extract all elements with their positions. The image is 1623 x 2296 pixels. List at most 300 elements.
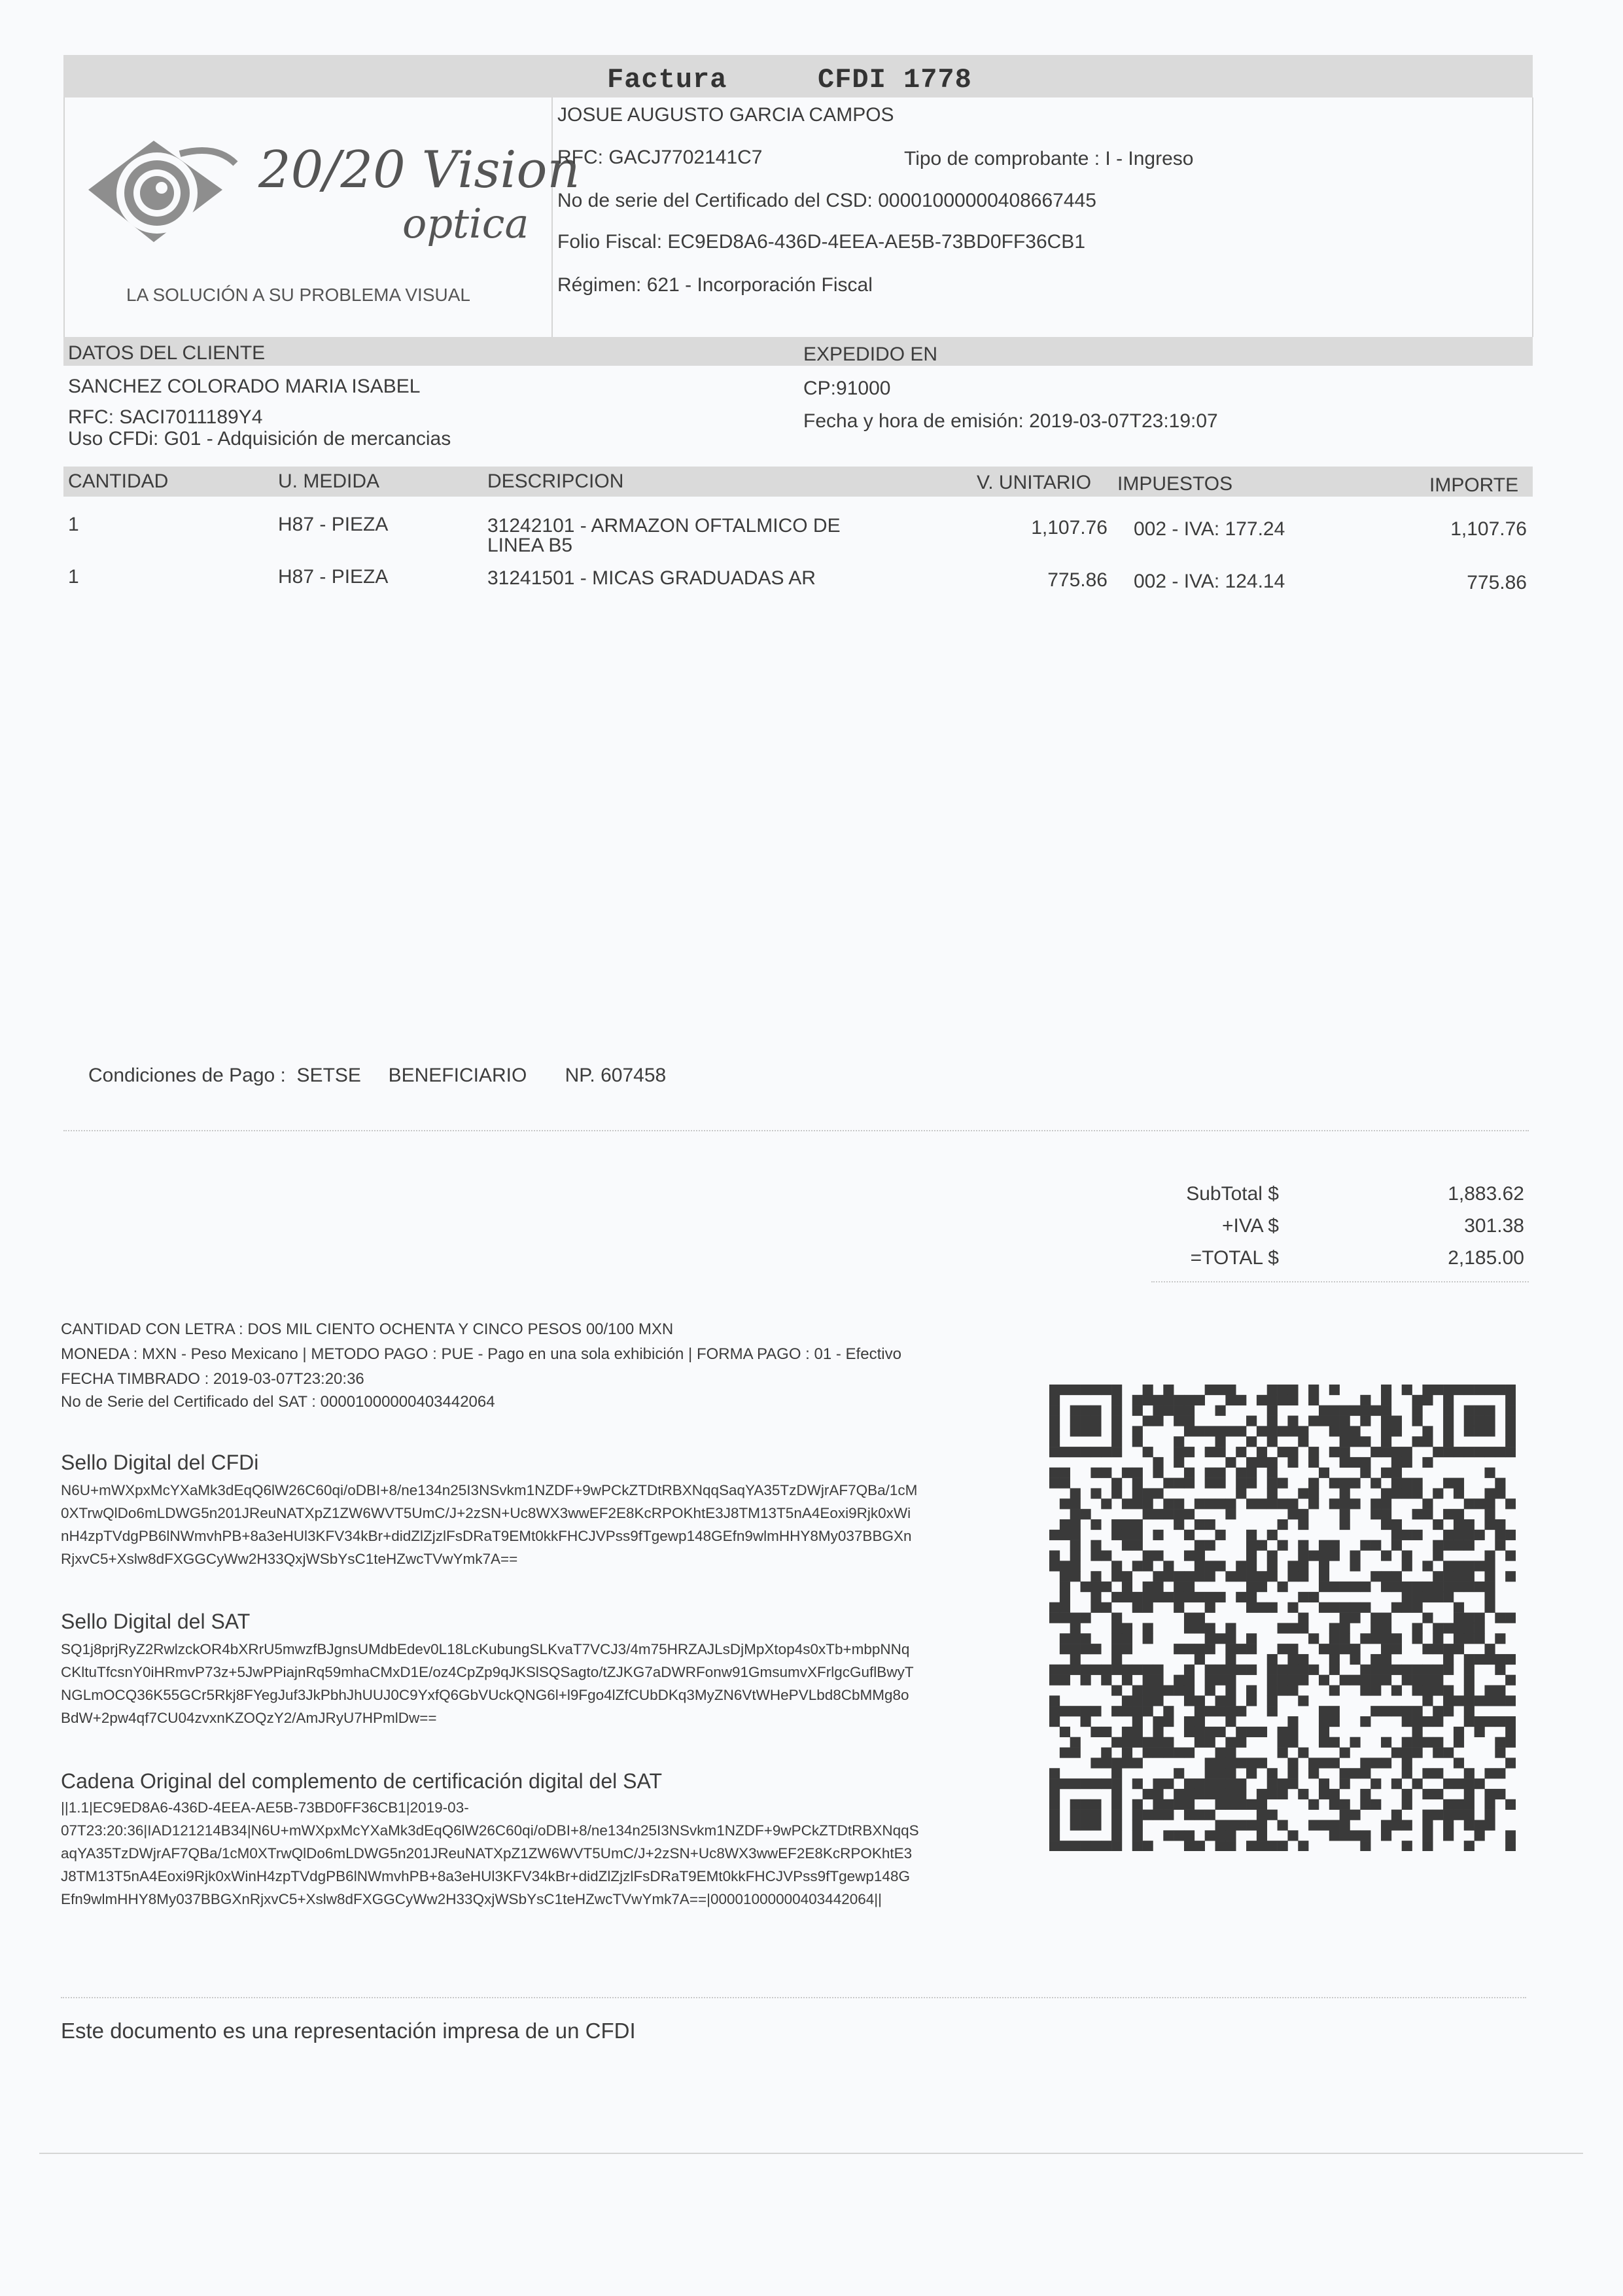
qr-module — [1443, 1405, 1454, 1416]
qr-module — [1091, 1519, 1101, 1530]
qr-module — [1060, 1665, 1070, 1675]
qr-module — [1267, 1778, 1278, 1789]
qr-module — [1132, 1426, 1143, 1436]
qr-module — [1153, 1665, 1163, 1675]
qr-module — [1464, 1685, 1475, 1695]
qr-module — [1215, 1468, 1226, 1478]
qr-module — [1081, 1613, 1091, 1623]
qr-module — [1174, 1457, 1184, 1468]
expedido-cp: CP:91000 — [803, 378, 891, 399]
qr-module — [1464, 1498, 1475, 1509]
qr-module — [1081, 1633, 1091, 1644]
qr-module — [1287, 1395, 1298, 1405]
qr-module — [1287, 1768, 1298, 1778]
qr-module — [1143, 1633, 1153, 1644]
qr-module — [1091, 1468, 1101, 1478]
qr-module — [1443, 1748, 1454, 1758]
qr-module — [1132, 1468, 1143, 1478]
qr-module — [1060, 1530, 1070, 1540]
col-descripcion: DESCRIPCION — [487, 470, 624, 492]
qr-module — [1122, 1592, 1132, 1602]
qr-module — [1163, 1830, 1174, 1841]
qr-module — [1381, 1654, 1391, 1665]
qr-module — [1370, 1571, 1381, 1581]
qr-module — [1443, 1644, 1454, 1654]
qr-module — [1475, 1385, 1485, 1395]
qr-module — [1422, 1695, 1433, 1706]
qr-module — [1381, 1571, 1391, 1581]
logo-brand-sub: optica — [402, 200, 529, 247]
qr-module — [1391, 1810, 1402, 1820]
qr-module — [1267, 1530, 1278, 1540]
qr-module — [1205, 1727, 1215, 1737]
header-left-border — [63, 97, 65, 337]
qr-module — [1495, 1654, 1505, 1665]
qr-module — [1422, 1841, 1433, 1851]
header-divider — [551, 97, 553, 337]
qr-module — [1257, 1498, 1267, 1509]
qr-module — [1484, 1426, 1495, 1436]
qr-module — [1153, 1581, 1163, 1592]
qr-module — [1464, 1665, 1475, 1675]
qr-module — [1454, 1571, 1464, 1581]
qr-module — [1350, 1675, 1360, 1686]
qr-module — [1091, 1405, 1101, 1416]
qr-module — [1153, 1457, 1163, 1468]
qr-module — [1225, 1789, 1236, 1799]
qr-module — [1370, 1665, 1381, 1675]
qr-module — [1278, 1385, 1288, 1395]
qr-module — [1143, 1737, 1153, 1748]
qr-module — [1143, 1551, 1153, 1561]
qr-module — [1484, 1509, 1495, 1519]
qr-module — [1381, 1665, 1391, 1675]
qr-module — [1329, 1447, 1340, 1457]
qr-module — [1153, 1748, 1163, 1758]
qr-module — [1433, 1748, 1443, 1758]
divider-line — [63, 1130, 1529, 1131]
qr-module — [1443, 1426, 1454, 1436]
qr-module — [1443, 1416, 1454, 1426]
qr-module — [1257, 1602, 1267, 1613]
qr-module — [1370, 1778, 1381, 1789]
qr-module — [1246, 1468, 1257, 1478]
qr-module — [1225, 1748, 1236, 1758]
qr-module — [1225, 1820, 1236, 1830]
qr-module — [1267, 1395, 1278, 1405]
qr-module — [1454, 1737, 1464, 1748]
qr-module — [1350, 1498, 1360, 1509]
qr-module — [1122, 1757, 1132, 1768]
qr-module — [1174, 1478, 1184, 1489]
qr-module — [1350, 1581, 1360, 1592]
qr-module — [1340, 1478, 1350, 1489]
qr-module — [1360, 1633, 1370, 1644]
client-header: DATOS DEL CLIENTE — [68, 342, 266, 364]
qr-module — [1298, 1623, 1308, 1633]
qr-module — [1475, 1623, 1485, 1633]
qr-module — [1402, 1592, 1412, 1602]
qr-module — [1391, 1416, 1402, 1426]
qr-module — [1101, 1447, 1111, 1457]
col-unidad: U. MEDIDA — [278, 470, 380, 492]
qr-module — [1422, 1685, 1433, 1695]
qr-module — [1091, 1602, 1101, 1613]
qr-module — [1505, 1385, 1516, 1395]
qr-module — [1070, 1426, 1081, 1436]
sello-sat-line: CKltuTfcsnY0iHRmvP73z+5JwPPiajnRq59mhaCMxD1E/oz4CpZp9qJKSlSQSagto/tZJKG7aDWRFonw91GmsumvXFrlgcGuflBwyT — [61, 1664, 914, 1680]
qr-module — [1111, 1737, 1122, 1748]
title-band — [63, 55, 1533, 97]
qr-module — [1464, 1768, 1475, 1778]
qr-module — [1287, 1685, 1298, 1695]
qr-module — [1257, 1789, 1267, 1799]
qr-module — [1329, 1602, 1340, 1613]
qr-module — [1236, 1799, 1246, 1810]
emission-date: Fecha y hora de emisión: 2019-03-07T23:19:07 — [803, 410, 1218, 432]
qr-module — [1081, 1841, 1091, 1851]
qr-module — [1391, 1633, 1402, 1644]
qr-module — [1111, 1799, 1122, 1810]
qr-module — [1287, 1665, 1298, 1675]
qr-module — [1205, 1778, 1215, 1789]
sello-cfdi-line: RjxvC5+Xslw8dFXGGCyWw2H33QxjWSbYsC1teHZwcTVwYmk7A== — [61, 1551, 518, 1567]
qr-module — [1422, 1768, 1433, 1778]
qr-module — [1060, 1602, 1070, 1613]
qr-module — [1049, 1820, 1060, 1830]
invoice-title: Factura — [607, 64, 727, 96]
qr-module — [1049, 1561, 1060, 1571]
qr-module — [1402, 1841, 1412, 1851]
item-importe: 775.86 — [1467, 572, 1527, 593]
qr-module — [1111, 1757, 1122, 1768]
qr-module — [1298, 1509, 1308, 1519]
sello-sat-line: SQ1j8prjRyZ2RwlzckOR4bXRrU5mwzfBJgnsUMdbEdev0L18LcKubungSLKvaT7VCJ3/4m75HRZAJLsDjMpXtop4s0xTb+mbpNNq — [61, 1641, 910, 1657]
qr-module — [1464, 1633, 1475, 1644]
qr-module — [1433, 1488, 1443, 1498]
qr-module — [1381, 1498, 1391, 1509]
qr-module — [1391, 1530, 1402, 1540]
qr-module — [1236, 1561, 1246, 1571]
qr-module — [1370, 1447, 1381, 1457]
qr-module — [1081, 1581, 1091, 1592]
qr-module — [1412, 1488, 1423, 1498]
qr-module — [1143, 1789, 1153, 1799]
qr-module — [1464, 1385, 1475, 1395]
qr-module — [1464, 1623, 1475, 1633]
qr-module — [1360, 1436, 1370, 1447]
qr-module — [1070, 1623, 1081, 1633]
qr-module — [1329, 1416, 1340, 1426]
qr-module — [1475, 1830, 1485, 1841]
qr-module — [1298, 1654, 1308, 1665]
qr-module — [1298, 1551, 1308, 1561]
qr-module — [1163, 1385, 1174, 1395]
qr-module — [1454, 1447, 1464, 1457]
qr-module — [1267, 1695, 1278, 1706]
qr-module — [1475, 1654, 1485, 1665]
qr-module — [1422, 1716, 1433, 1727]
qr-module — [1246, 1757, 1257, 1768]
qr-module — [1412, 1623, 1423, 1633]
qr-module — [1484, 1789, 1495, 1799]
qr-module — [1402, 1602, 1412, 1613]
qr-module — [1267, 1665, 1278, 1675]
qr-module — [1505, 1416, 1516, 1426]
qr-module — [1464, 1841, 1475, 1851]
sello-sat-title: Sello Digital del SAT — [61, 1610, 251, 1633]
qr-module — [1111, 1561, 1122, 1571]
qr-module — [1225, 1799, 1236, 1810]
qr-module — [1174, 1799, 1184, 1810]
qr-module — [1215, 1592, 1226, 1602]
qr-module — [1174, 1405, 1184, 1416]
qr-module — [1412, 1592, 1423, 1602]
qr-module — [1163, 1810, 1174, 1820]
qr-module — [1298, 1488, 1308, 1498]
qr-module — [1111, 1830, 1122, 1841]
qr-module — [1381, 1613, 1391, 1623]
qr-module — [1132, 1841, 1143, 1851]
qr-module — [1454, 1799, 1464, 1810]
qr-module — [1070, 1706, 1081, 1716]
qr-module — [1205, 1426, 1215, 1436]
qr-module — [1287, 1644, 1298, 1654]
qr-module — [1287, 1457, 1298, 1468]
qr-module — [1308, 1768, 1319, 1778]
qr-module — [1195, 1571, 1205, 1581]
moneda-metodo-forma: MONEDA : MXN - Peso Mexicano | METODO PAGO : PUE - Pago en una sola exhibición | FORMA PAGO : 01 - Efectivo — [61, 1345, 901, 1363]
qr-module — [1153, 1416, 1163, 1426]
qr-module — [1060, 1675, 1070, 1686]
qr-module — [1091, 1447, 1101, 1457]
qr-module — [1278, 1478, 1288, 1489]
qr-module — [1475, 1581, 1485, 1592]
qr-module — [1278, 1778, 1288, 1789]
qr-module — [1329, 1581, 1340, 1592]
qr-module — [1060, 1727, 1070, 1737]
qr-module — [1433, 1665, 1443, 1675]
qr-module — [1153, 1778, 1163, 1789]
qr-module — [1329, 1405, 1340, 1416]
qr-module — [1101, 1498, 1111, 1509]
qr-module — [1111, 1644, 1122, 1654]
qr-module — [1215, 1830, 1226, 1841]
iva-label: +IVA $ — [1221, 1215, 1279, 1237]
qr-module — [1091, 1778, 1101, 1789]
qr-module — [1287, 1778, 1298, 1789]
totals-divider — [1151, 1281, 1529, 1282]
qr-module — [1443, 1530, 1454, 1540]
qr-module — [1267, 1810, 1278, 1820]
footer-note: Este documento es una representación impresa de un CFDI — [61, 2019, 636, 2043]
qr-module — [1257, 1457, 1267, 1468]
qr-module — [1195, 1561, 1205, 1571]
qr-module — [1091, 1820, 1101, 1830]
qr-module — [1340, 1447, 1350, 1457]
qr-module — [1195, 1498, 1205, 1509]
qr-module — [1422, 1395, 1433, 1405]
subtotal-label: SubTotal $ — [1186, 1183, 1279, 1205]
qr-module — [1163, 1509, 1174, 1519]
qr-module — [1205, 1602, 1215, 1613]
qr-module — [1049, 1665, 1060, 1675]
qr-module — [1111, 1436, 1122, 1447]
qr-module — [1422, 1581, 1433, 1592]
qr-module — [1505, 1447, 1516, 1457]
qr-module — [1391, 1748, 1402, 1758]
qr-module — [1287, 1737, 1298, 1748]
qr-module — [1070, 1447, 1081, 1457]
qr-module — [1319, 1540, 1329, 1551]
qr-module — [1454, 1478, 1464, 1489]
qr-module — [1267, 1602, 1278, 1613]
regimen-fiscal: Régimen: 621 - Incorporación Fiscal — [557, 274, 873, 296]
qr-module — [1111, 1820, 1122, 1830]
qr-module — [1091, 1727, 1101, 1737]
qr-module — [1443, 1592, 1454, 1602]
qr-module — [1360, 1405, 1370, 1416]
qr-module — [1298, 1675, 1308, 1686]
qr-module — [1464, 1675, 1475, 1686]
qr-module — [1495, 1447, 1505, 1457]
qr-module — [1464, 1799, 1475, 1810]
qr-module — [1111, 1530, 1122, 1540]
qr-module — [1319, 1581, 1329, 1592]
qr-module — [1484, 1561, 1495, 1571]
qr-module — [1454, 1385, 1464, 1395]
qr-module — [1225, 1498, 1236, 1509]
qr-module — [1433, 1768, 1443, 1778]
qr-module — [1111, 1654, 1122, 1665]
qr-module — [1505, 1426, 1516, 1436]
qr-module — [1184, 1623, 1195, 1633]
qr-module — [1464, 1716, 1475, 1727]
qr-module — [1049, 1478, 1060, 1489]
qr-module — [1278, 1519, 1288, 1530]
qr-module — [1111, 1706, 1122, 1716]
qr-module — [1195, 1716, 1205, 1727]
qr-module — [1329, 1551, 1340, 1561]
qr-module — [1132, 1799, 1143, 1810]
qr-module — [1505, 1727, 1516, 1737]
qr-module — [1070, 1665, 1081, 1675]
qr-module — [1340, 1519, 1350, 1530]
qr-module — [1049, 1789, 1060, 1799]
qr-module — [1081, 1509, 1091, 1519]
qr-module — [1464, 1820, 1475, 1830]
qr-module — [1101, 1602, 1111, 1613]
qr-module — [1412, 1581, 1423, 1592]
qr-module — [1111, 1841, 1122, 1851]
qr-module — [1091, 1551, 1101, 1561]
qr-module — [1257, 1830, 1267, 1841]
qr-module — [1340, 1748, 1350, 1758]
qr-module — [1122, 1706, 1132, 1716]
qr-module — [1495, 1748, 1505, 1758]
qr-module — [1174, 1644, 1184, 1654]
qr-module — [1464, 1613, 1475, 1623]
qr-module — [1308, 1385, 1319, 1395]
qr-module — [1422, 1789, 1433, 1799]
qr-module — [1257, 1841, 1267, 1851]
qr-module — [1329, 1540, 1340, 1551]
qr-module — [1132, 1519, 1143, 1530]
qr-module — [1153, 1716, 1163, 1727]
qr-module — [1081, 1644, 1091, 1654]
qr-module — [1278, 1447, 1288, 1457]
qr-module — [1049, 1530, 1060, 1540]
qr-module — [1153, 1799, 1163, 1810]
qr-module — [1257, 1757, 1267, 1768]
qr-module — [1267, 1571, 1278, 1581]
qr-module — [1340, 1799, 1350, 1810]
qr-module — [1195, 1695, 1205, 1706]
qr-module — [1049, 1447, 1060, 1457]
qr-module — [1505, 1654, 1516, 1665]
qr-module — [1475, 1633, 1485, 1644]
qr-module — [1060, 1498, 1070, 1509]
qr-module — [1412, 1478, 1423, 1489]
qr-module — [1433, 1644, 1443, 1654]
qr-module — [1370, 1685, 1381, 1695]
qr-module — [1060, 1841, 1070, 1851]
qr-module — [1070, 1519, 1081, 1530]
qr-module — [1464, 1695, 1475, 1706]
qr-module — [1070, 1810, 1081, 1820]
qr-module — [1236, 1665, 1246, 1675]
qr-module — [1257, 1810, 1267, 1820]
qr-module — [1433, 1571, 1443, 1581]
qr-module — [1215, 1530, 1226, 1540]
qr-module — [1267, 1478, 1278, 1489]
qr-module — [1132, 1436, 1143, 1447]
qr-module — [1350, 1551, 1360, 1561]
qr-module — [1060, 1633, 1070, 1644]
qr-module — [1205, 1540, 1215, 1551]
qr-module — [1402, 1799, 1412, 1810]
qr-module — [1278, 1623, 1288, 1633]
qr-module — [1360, 1675, 1370, 1686]
qr-module — [1360, 1799, 1370, 1810]
qr-module — [1081, 1665, 1091, 1675]
qr-module — [1132, 1498, 1143, 1509]
qr-module — [1484, 1644, 1495, 1654]
qr-module — [1184, 1426, 1195, 1436]
qr-module — [1257, 1581, 1267, 1592]
qr-module — [1370, 1498, 1381, 1509]
qr-module — [1111, 1685, 1122, 1695]
qr-module — [1287, 1830, 1298, 1841]
qr-module — [1060, 1519, 1070, 1530]
qr-module — [1484, 1799, 1495, 1810]
qr-module — [1143, 1841, 1153, 1851]
qr-module — [1205, 1768, 1215, 1778]
qr-module — [1350, 1457, 1360, 1468]
qr-module — [1350, 1561, 1360, 1571]
qr-module — [1360, 1540, 1370, 1551]
qr-module — [1464, 1540, 1475, 1551]
qr-module — [1081, 1447, 1091, 1457]
qr-module — [1070, 1561, 1081, 1571]
qr-module — [1205, 1757, 1215, 1768]
qr-module — [1443, 1561, 1454, 1571]
qr-module — [1381, 1405, 1391, 1416]
qr-module — [1505, 1395, 1516, 1405]
qr-module — [1143, 1592, 1153, 1602]
qr-module — [1091, 1416, 1101, 1426]
qr-module — [1060, 1561, 1070, 1571]
